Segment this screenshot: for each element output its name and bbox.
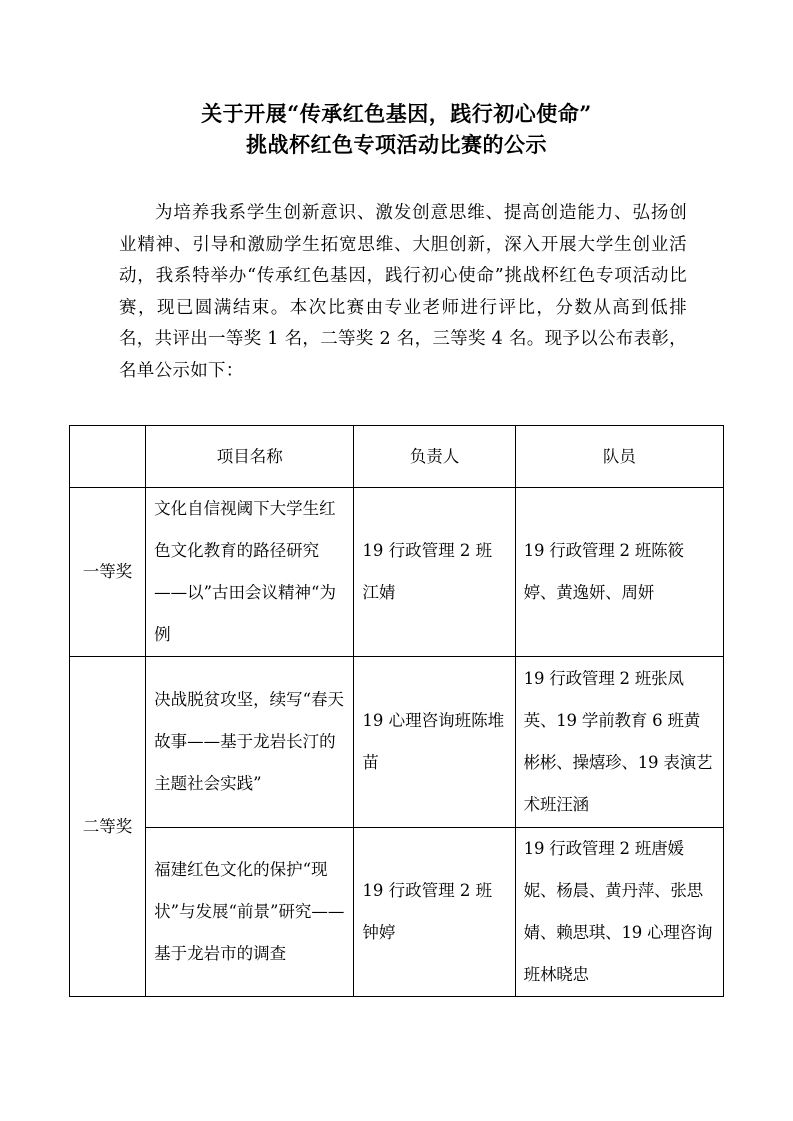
header-leader: 负责人 xyxy=(354,426,515,488)
second-prize-1-project: 决战脱贫攻坚，续写“春天故事——基于龙岩长汀的主题社会实践” xyxy=(146,657,354,828)
table-row-second-prize-1 xyxy=(70,657,724,828)
first-prize-label: 一等奖 xyxy=(70,488,146,657)
second-prize-2-leader: 19 行政管理 2 班钟婷 xyxy=(354,828,515,997)
intro-paragraph: 为培养我系学生创新意识、激发创意思维、提高创造能力、弘扬创业精神、引导和激励学生拓宽思维、大胆创新，深入开展大学生创业活动，我系特举办“传承红色基因，践行初心使命”挑战杯红色专项活动比赛，现已圆满结束。本次比赛由专业老师进行评比，分数从高到低排名，共评出一等奖 1 名，二等奖 2 名，三等奖 4 名。现予以公布表彰，名单公示如下： xyxy=(119,203,687,381)
second-prize-2-project: 福建红色文化的保护“现状”与发展“前景”研究——基于龙岩市的调查 xyxy=(146,828,354,997)
second-prize-2-team: 19 行政管理 2 班唐媛妮、杨晨、黄丹萍、张思婧、赖思琪、19 心理咨询班林晓忠 xyxy=(515,828,723,997)
table-row-first-prize xyxy=(70,488,724,657)
header-project-name: 项目名称 xyxy=(146,426,354,488)
document-title-line-1: 关于开展“传承红色基因，践行初心使命” xyxy=(201,101,592,126)
header-team: 队员 xyxy=(515,426,723,488)
awards-table xyxy=(69,425,724,997)
second-prize-label: 二等奖 xyxy=(70,657,146,997)
table-header-row xyxy=(70,426,724,488)
second-prize-1-team: 19 行政管理 2 班张凤英、19 学前教育 6 班黄彬彬、操熺珍、19 表演艺术班汪涵 xyxy=(515,657,723,828)
second-prize-1-leader: 19 心理咨询班陈堆苗 xyxy=(354,657,515,828)
table-row-second-prize-2 xyxy=(70,828,724,997)
document-title-line-2: 挑战杯红色专项活动比赛的公示 xyxy=(246,132,547,157)
first-prize-leader: 19 行政管理 2 班江婧 xyxy=(354,488,515,657)
header-rank-cell xyxy=(70,426,146,488)
first-prize-team: 19 行政管理 2 班陈筱婷、黄逸妍、周妍 xyxy=(515,488,723,657)
first-prize-project: 文化自信视阈下大学生红色文化教育的路径研究——以”古田会议精神“为例 xyxy=(146,488,354,657)
